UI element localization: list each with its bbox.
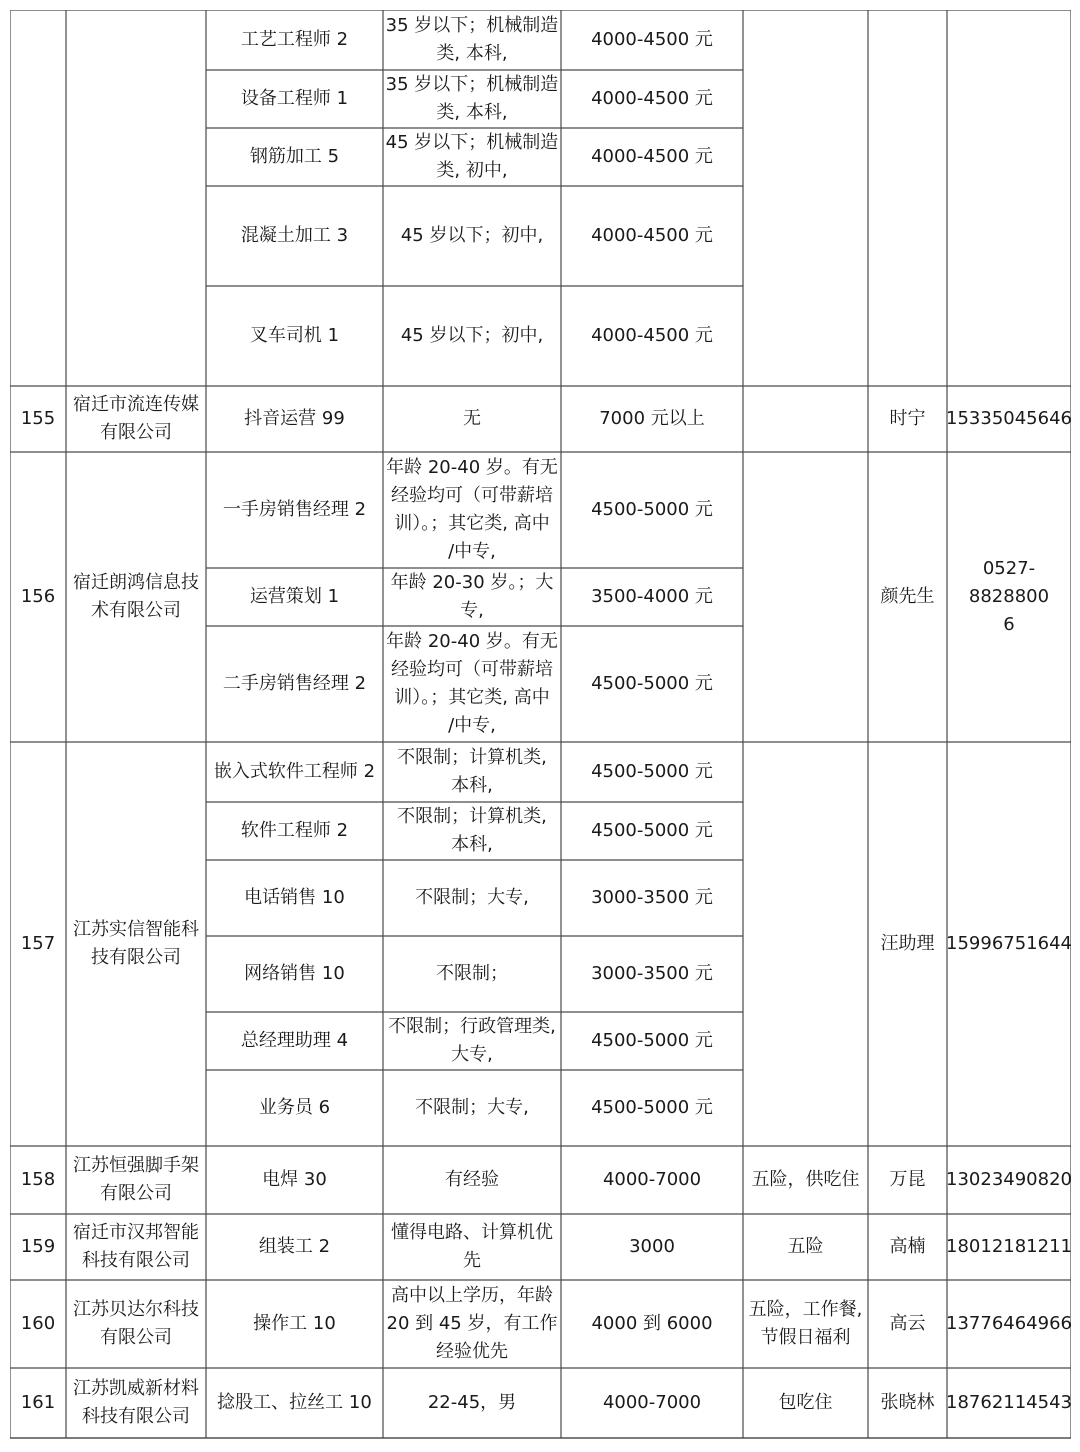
- cell-position: 电话销售 10: [244, 887, 345, 908]
- cell-phone: 13023490820: [946, 1169, 1072, 1190]
- cell-no: 157: [20, 933, 56, 954]
- cell-position: 操作工 10: [253, 1313, 336, 1334]
- cell-benefits: [743, 742, 868, 1146]
- cell-position: 软件工程师 2: [240, 820, 349, 841]
- cell-salary: 7000 元以上: [599, 408, 705, 429]
- cell-company: 宿迁市流连传媒 有限公司: [73, 394, 199, 443]
- cell-position: 捻股工、拉丝工 10: [217, 1392, 372, 1413]
- cell-salary: 4000-4500 元: [591, 225, 713, 246]
- cell-salary: 4500-5000 元: [591, 499, 713, 520]
- cell-position: 运营策划 1: [249, 586, 340, 607]
- cell-company: 江苏凯威新材料 科技有限公司: [73, 1378, 199, 1427]
- cell-benefits: [743, 452, 868, 742]
- cell-position: 嵌入式软件工程师 2: [213, 761, 376, 782]
- cell-requirement: 不限制；: [436, 963, 508, 984]
- cell-salary: 4000-7000: [602, 1392, 702, 1413]
- cell-requirement: 45 岁以下；初中,: [400, 225, 544, 246]
- cell-requirement: 45 岁以下；机械制造 类, 初中,: [385, 132, 559, 181]
- cell-contact: 万昆: [889, 1169, 926, 1190]
- cell-position: 网络销售 10: [244, 963, 345, 984]
- cell-benefits: 五险: [787, 1236, 824, 1257]
- cell-company: 宿迁朗鸿信息技 术有限公司: [73, 572, 199, 621]
- job-listing-table: [10, 10, 1071, 1440]
- cell-phone: [947, 10, 1071, 386]
- cell-no: 159: [20, 1236, 56, 1257]
- cell-salary: 3000: [629, 1236, 675, 1257]
- cell-requirement: 不限制；大专,: [415, 887, 529, 908]
- cell-contact: 颜先生: [880, 586, 935, 607]
- cell-requirement: 不限制；计算机类, 本科,: [397, 747, 547, 796]
- cell-salary: 4500-5000 元: [591, 1030, 713, 1051]
- cell-position: 叉车司机 1: [249, 325, 340, 346]
- cell-requirement: 不限制；大专,: [415, 1097, 529, 1118]
- cell-contact: 时宁: [889, 408, 926, 429]
- cell-company: 江苏贝达尔科技 有限公司: [73, 1299, 199, 1348]
- cell-contact: 高楠: [889, 1236, 926, 1257]
- cell-company: 江苏恒强脚手架 有限公司: [73, 1155, 199, 1204]
- cell-salary: 4500-5000 元: [591, 1097, 713, 1118]
- cell-contact: 张晓林: [880, 1392, 935, 1413]
- cell-phone: 0527-8828800 6: [968, 558, 1050, 635]
- cell-position: 设备工程师 1: [240, 88, 349, 109]
- cell-salary: 4500-5000 元: [591, 820, 713, 841]
- cell-phone: 15996751644: [946, 933, 1072, 954]
- cell-position: 业务员 6: [258, 1097, 331, 1118]
- cell-requirement: 不限制；行政管理类, 大专,: [388, 1016, 556, 1065]
- cell-contact: 高云: [889, 1313, 926, 1334]
- cell-no: [10, 10, 66, 386]
- cell-contact: 汪助理: [880, 933, 935, 954]
- cell-salary: 3000-3500 元: [591, 887, 713, 908]
- cell-requirement: 22-45，男: [427, 1392, 517, 1413]
- cell-requirement: 有经验: [445, 1169, 499, 1190]
- cell-requirement: 无: [463, 408, 481, 429]
- cell-no: 158: [20, 1169, 56, 1190]
- cell-position: 抖音运营 99: [244, 408, 345, 429]
- cell-salary: 4500-5000 元: [591, 761, 713, 782]
- cell-requirement: 懂得电路、计算机优 先: [391, 1222, 553, 1271]
- cell-position: 二手房销售经理 2: [222, 673, 367, 694]
- cell-requirement: 年龄 20-40 岁。有无 经验均可（可带薪培 训）。；其它类, 高中 /中专,: [386, 631, 558, 736]
- cell-position: 电焊 30: [262, 1169, 327, 1190]
- cell-position: 组装工 2: [258, 1236, 331, 1257]
- cell-requirement: 不限制；计算机类, 本科,: [397, 806, 547, 855]
- cell-salary: 3500-4000 元: [591, 586, 713, 607]
- cell-phone: 15335045646: [946, 408, 1072, 429]
- cell-contact: [868, 10, 947, 386]
- cell-position: 总经理助理 4: [240, 1030, 349, 1051]
- cell-no: 161: [20, 1392, 56, 1413]
- cell-position: 混凝土加工 3: [240, 225, 349, 246]
- cell-company: [66, 10, 206, 386]
- cell-requirement: 高中以上学历，年龄 20 到 45 岁，有工作 经验优先: [386, 1285, 558, 1362]
- cell-phone: 13776464966: [946, 1313, 1072, 1334]
- cell-position: 钢筋加工 5: [249, 146, 340, 167]
- cell-salary: 4000-4500 元: [591, 146, 713, 167]
- cell-salary: 4000-4500 元: [591, 325, 713, 346]
- cell-benefits: [743, 10, 868, 386]
- cell-no: 156: [20, 586, 56, 607]
- cell-salary: 4000-7000: [602, 1169, 702, 1190]
- cell-company: 宿迁市汉邦智能 科技有限公司: [73, 1222, 199, 1271]
- cell-no: 160: [20, 1313, 56, 1334]
- cell-benefits: 五险，供吃住: [751, 1169, 860, 1190]
- cell-benefits: 五险，工作餐, 节假日福利: [748, 1299, 863, 1348]
- cell-salary: 4000 到 6000: [591, 1313, 713, 1334]
- cell-benefits: [743, 386, 868, 452]
- cell-no: 155: [20, 408, 56, 429]
- cell-salary: 4000-4500 元: [591, 88, 713, 109]
- cell-company: 江苏实信智能科 技有限公司: [73, 919, 199, 968]
- cell-requirement: 35 岁以下；机械制造 类, 本科,: [385, 15, 559, 64]
- cell-requirement: 年龄 20-40 岁。有无 经验均可（可带薪培 训）。；其它类, 高中 /中专,: [386, 457, 558, 562]
- cell-salary: 4500-5000 元: [591, 673, 713, 694]
- cell-requirement: 年龄 20-30 岁。；大 专,: [390, 572, 554, 621]
- cell-requirement: 45 岁以下；初中,: [400, 325, 544, 346]
- cell-position: 工艺工程师 2: [240, 29, 349, 50]
- cell-benefits: 包吃住: [778, 1392, 833, 1413]
- cell-salary: 3000-3500 元: [591, 963, 713, 984]
- cell-phone: 18012181211: [946, 1236, 1072, 1257]
- cell-salary: 4000-4500 元: [591, 29, 713, 50]
- cell-position: 一手房销售经理 2: [222, 499, 367, 520]
- cell-requirement: 35 岁以下；机械制造 类, 本科,: [385, 74, 559, 123]
- cell-phone: 18762114543: [946, 1392, 1072, 1413]
